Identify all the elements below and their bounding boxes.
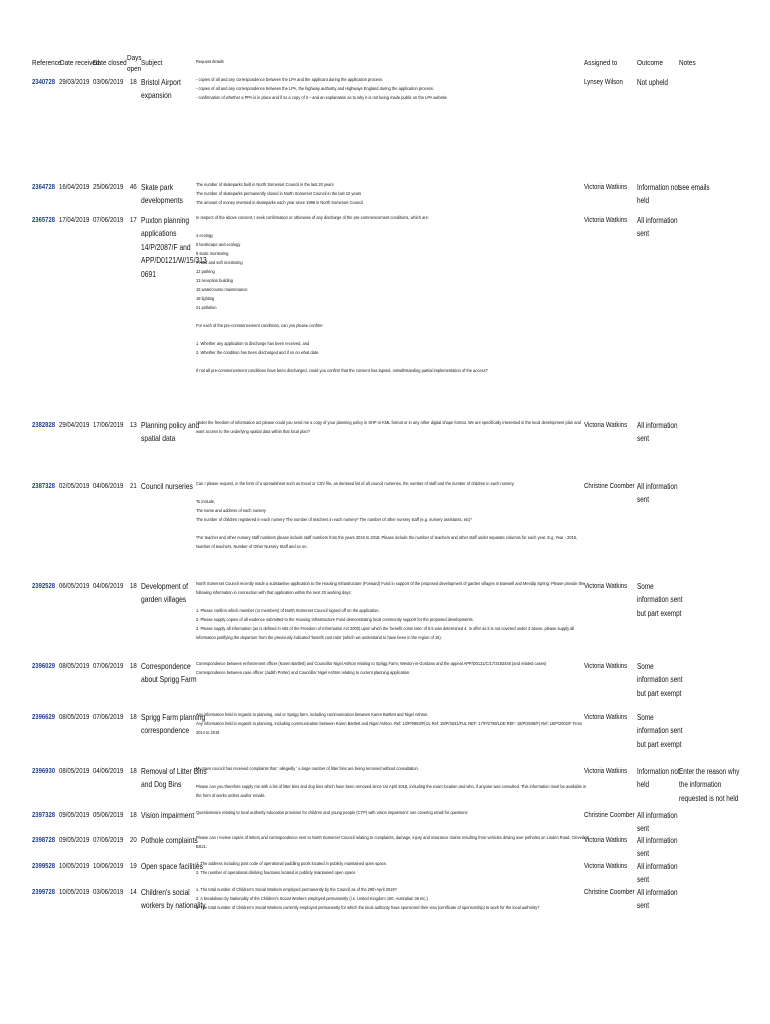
request-details-cell — [196, 580, 590, 643]
subject-cell: Puxton planning applications 14/P/2087/F and APP/D0121/W/15/313 0691 — [141, 216, 207, 279]
request-details-cell — [196, 809, 590, 818]
request-detail-line — [196, 774, 590, 783]
request-detail-line — [196, 358, 590, 367]
reference-cell: 2399728 — [32, 887, 56, 896]
days-open-cell: 18 — [130, 810, 137, 819]
days-open-cell: 46 — [130, 182, 137, 191]
assigned-to-cell: Christine Coomber — [584, 810, 635, 819]
request-detail-line: 2. Please supply copies of all evidence submitted to the Housing Infrastructure Fund demonstrating local community support for the proposed developments. — [196, 618, 474, 623]
header-date-received: Date received — [60, 58, 100, 67]
assigned-to-cell: Lynsey Wilson — [584, 77, 623, 86]
request-details-cell — [196, 76, 590, 103]
assigned-to-cell: Victoria Watkins — [584, 712, 628, 721]
request-detail-line: 1. The address including post code of operational paddling pools located in publicly maintained open space. — [196, 862, 387, 867]
assigned-to-cell: Victoria Watkins — [584, 182, 628, 191]
date-received-cell: 02/05/2019 — [59, 481, 90, 490]
header-subject: Subject — [141, 58, 163, 67]
notes-cell: Enter the reason why the information requested is not held — [679, 767, 740, 803]
date-closed-cell: 03/06/2019 — [93, 77, 124, 86]
outcome-cell: All information sent — [637, 216, 678, 239]
subject-cell: Planning policy and spatial data — [141, 421, 200, 444]
subject-cell: Children's social workers by nationality — [141, 888, 206, 911]
outcome-cell: All information sent — [637, 811, 678, 834]
request-detail-line: Can I please request, in the form of a spreadsheet such as Excel or CSV file, an itemised list of all council nurseries, the number of staff and the number of children in each nursery. — [196, 482, 515, 487]
request-detail-line: 21 pollution — [196, 306, 217, 311]
request-detail-line — [196, 525, 590, 534]
date-closed-cell: 07/06/2019 — [93, 215, 124, 224]
header-days-open: Days open — [127, 53, 142, 73]
request-detail-line: The number of skateparks built in North Somerset Council in the last 20 years — [196, 183, 334, 188]
date-received-cell: 10/05/2019 — [59, 861, 90, 870]
request-detail-line: Correspondence between enforcement officer (Karen Bartlett) and Councillor Nigel Ashton relating to Sprigg Farm, Weston-in-Gordano and the appeal APP/D0121/C/17/3183448 (and related cases) — [196, 662, 547, 667]
request-detail-line: 15 watercourse maintenance — [196, 288, 248, 293]
date-closed-cell: 07/06/2019 — [93, 835, 124, 844]
outcome-cell: All information sent — [637, 421, 678, 444]
date-received-cell: 09/05/2019 — [59, 835, 90, 844]
reference-cell: 2392528 — [32, 581, 56, 590]
request-detail-line: - copies of all and any correspondence between the LPA, the highway authority and Highways England during the application process. — [196, 87, 435, 92]
assigned-to-cell: Victoria Watkins — [584, 861, 628, 870]
request-detail-line — [196, 489, 590, 498]
reference-cell: 2365728 — [32, 215, 56, 224]
date-closed-cell: 03/06/2019 — [93, 887, 124, 896]
date-closed-cell: 04/06/2019 — [93, 581, 124, 590]
subject-cell: Removal of Litter Bins and Dog Bins — [141, 767, 207, 790]
date-received-cell: 29/04/2019 — [59, 420, 90, 429]
request-detail-line: - confirmation of whether a PPA is in place and if so a copy of it – and an explanation as to why it is not being made public on the LPA website — [196, 96, 447, 101]
request-detail-line: Questionnaire relating to local authority education provision for children and young people (CYP) with vision impairment: see covering email for questions — [196, 811, 468, 816]
subject-cell: Development of garden villages — [141, 582, 189, 605]
date-closed-cell: 07/06/2019 — [93, 661, 124, 670]
outcome-cell: Information not held — [637, 183, 680, 206]
request-detail-line: Correspondence between case officer (Judith Porter) and Councillor Nigel Ashton relating to current planning application. — [196, 671, 411, 676]
days-open-cell: 18 — [130, 766, 137, 775]
date-received-cell: 10/05/2019 — [59, 887, 90, 896]
request-detail-line: - copies of all and any correspondence between the LPA and the applicant during the application process. — [196, 78, 384, 83]
request-detail-line: Please can I review copies of letters and correspondence sent to North Somerset Council relating to complaints, damage, injury and insurance claims resulting from vehicles driving over potholes on Linden Road, Clevedon BS21. — [196, 836, 589, 850]
request-detail-line — [196, 313, 590, 322]
request-detail-line — [196, 598, 590, 607]
date-received-cell: 08/05/2019 — [59, 766, 90, 775]
assigned-to-cell: Victoria Watkins — [584, 215, 628, 224]
date-closed-cell: 17/06/2019 — [93, 420, 124, 429]
date-closed-cell: 05/06/2019 — [93, 810, 124, 819]
request-detail-line: 6 static monitoring — [196, 252, 229, 257]
outcome-cell: All information sent — [637, 482, 678, 505]
request-detail-line: *For teacher and other nursery staff numbers please include staff numbers from the years 2015 to 2018. Please include the number of teachers and other staff under separate columns for each year. E.g. Year - 2015, Number of teachers, Number of Other Nursery Staff and so on. — [196, 536, 578, 550]
date-closed-cell: 07/06/2019 — [93, 712, 124, 721]
request-detail-line: 3. Please supply all information (as is defined in s84 of the Freedom of Information Act 2000) upon which the 'benefit costs ratio' of 5.5 was determined 4. In offer as it is not covered under 3 above, please supply all information justifying the departure from the previously indicated 'benefit cost ratio' (which we understand to have been in the region of 15). — [196, 627, 575, 641]
days-open-cell: 18 — [130, 77, 137, 86]
header-date-closed: Date closed — [93, 58, 127, 67]
subject-cell: Bristol Airport expansion — [141, 78, 181, 101]
request-detail-line: For each of the pre-commencement conditions, can you please confirm: — [196, 324, 324, 329]
reference-cell: 2396930 — [32, 766, 56, 775]
subject-cell: Correspondence about Sprigg Farm — [141, 662, 197, 685]
subject-cell: Skate park developments — [141, 183, 183, 206]
request-detail-line: The amount of money invested in skateparks each year since 1998 in North Somerset Council — [196, 201, 363, 206]
request-details-cell — [196, 480, 590, 552]
days-open-cell: 18 — [130, 712, 137, 721]
request-details-cell — [196, 181, 590, 208]
header-notes: Notes — [679, 58, 696, 67]
days-open-cell: 18 — [130, 661, 137, 670]
request-detail-line: 1. The total number of Children's Social Workers employed permanently by the Council as of the 29th April 2019? — [196, 888, 397, 893]
request-detail-line: Under the freedom of information act please could you send me a copy of your planning policy in SHP or KML format or in any other digital shape format. We are specifically interested in the local development plan and want access to the underlying spatial data within that local plan? — [196, 421, 581, 435]
request-detail-line: The number of skateparks permanently closed in North Somerset Council in the last 10 years — [196, 192, 362, 197]
assigned-to-cell: Christine Coomber — [584, 887, 635, 896]
request-detail-line: 2. The number of operational drinking fountains located in publicly maintained open space — [196, 871, 356, 876]
request-details-cell — [196, 660, 590, 678]
days-open-cell: 18 — [130, 581, 137, 590]
reference-cell: 2382828 — [32, 420, 56, 429]
date-closed-cell: 25/06/2019 — [93, 182, 124, 191]
days-open-cell: 21 — [130, 481, 137, 490]
request-details-cell — [196, 886, 590, 913]
header-assigned-to: Assigned to — [584, 58, 618, 67]
request-details-cell — [196, 711, 590, 738]
reference-cell: 2396029 — [32, 661, 56, 670]
request-detail-line: 4 ecology — [196, 234, 214, 239]
assigned-to-cell: Christine Coomber — [584, 481, 635, 490]
request-detail-line: 7 hard and soft monitoring — [196, 261, 243, 266]
notes-cell: see emails — [679, 183, 710, 192]
subject-cell: Vision impairment — [141, 811, 195, 820]
outcome-cell: All information sent — [637, 888, 678, 911]
assigned-to-cell: Victoria Watkins — [584, 835, 628, 844]
date-closed-cell: 04/06/2019 — [93, 481, 124, 490]
reference-cell: 2387328 — [32, 481, 56, 490]
reference-cell: 2340728 — [32, 77, 56, 86]
request-detail-line — [196, 223, 590, 232]
outcome-cell: Information not held — [637, 767, 680, 790]
request-detail-line: In respect of the above consent, I seek confirmation or otherwise of any discharge of the pre-commencement conditions, which are: — [196, 216, 429, 221]
request-detail-line: To include, — [196, 500, 216, 505]
request-details-cell — [196, 419, 590, 437]
request-detail-line: 2. A breakdown by Nationality of the Children's Social Workers employed permanently (i.e. United Kingdom 100, Australian 36 etc.) — [196, 897, 428, 902]
request-detail-line: My town council has received complaints that ' allegedly ' a large number of litter bins are being removed without consultation. — [196, 767, 419, 772]
days-open-cell: 17 — [130, 215, 137, 224]
request-details-cell — [196, 765, 590, 801]
date-received-cell: 17/04/2019 — [59, 215, 90, 224]
header-request-details: Request details — [196, 60, 224, 65]
request-detail-line: 5 landscape and ecology — [196, 243, 241, 248]
header-reference: Reference — [32, 58, 62, 67]
reference-cell: 2399528 — [32, 861, 56, 870]
request-details-cell — [196, 834, 590, 852]
subject-cell: Sprigg Farm planning correspondence — [141, 713, 206, 736]
outcome-cell: Not upheld — [637, 78, 668, 87]
subject-cell: Council nurseries — [141, 482, 193, 491]
outcome-cell: All information sent — [637, 836, 678, 859]
assigned-to-cell: Victoria Watkins — [584, 661, 628, 670]
date-closed-cell: 04/06/2019 — [93, 766, 124, 775]
outcome-cell: Some information sent but part exempt — [637, 582, 683, 618]
request-detail-line: If not all pre-commencement conditions have been discharged, could you confirm that the consent has lapsed, notwithstanding partial implementation of the access? — [196, 369, 488, 374]
date-received-cell: 09/05/2019 — [59, 810, 90, 819]
request-detail-line: 12 parking — [196, 270, 215, 275]
reference-cell: 2397328 — [32, 810, 56, 819]
request-detail-line: North Somerset Council recently made a substantive application to the Housing Infrastructure (Forward) Fund in support of the proposed development of garden villages in Banwell and Mendip Spring. Please provide the following information in connection with that application within the next 20 working days: — [196, 582, 585, 596]
subject-cell: Open space facilities — [141, 862, 203, 871]
request-detail-line: Any information held in regards to planning, including communication between Karen Bartlett and Nigel Ashton. Ref: 13/P/0883/F(UL Ref: 18/P/3631/FUL REF: 17/P/2759/LDE REF: 18/P/2938/F) Ref: 18/P/2002/F From 2014 to 2019 — [196, 722, 583, 736]
request-detail-line: The number of children registered in each nursery The number of teachers in each nursery* The number of other nursery staff (e.g. nursery assistants, etc)* — [196, 518, 472, 523]
request-details-cell — [196, 860, 590, 878]
date-received-cell: 06/05/2019 — [59, 581, 90, 590]
days-open-cell: 20 — [130, 835, 137, 844]
header-outcome: Outcome — [637, 58, 663, 67]
assigned-to-cell: Victoria Watkins — [584, 420, 628, 429]
request-detail-line: 3. The total number of Children's Social Workers currently employed permanently for which the local authority have sponsored their visa (certificate of sponsorship) to work for the local authority? — [196, 906, 540, 911]
reference-cell: 2398728 — [32, 835, 56, 844]
reference-cell: 2364728 — [32, 182, 56, 191]
assigned-to-cell: Victoria Watkins — [584, 766, 628, 775]
reference-cell: 2396629 — [32, 712, 56, 721]
days-open-cell: 19 — [130, 861, 137, 870]
assigned-to-cell: Victoria Watkins — [584, 581, 628, 590]
date-received-cell: 29/03/2019 — [59, 77, 90, 86]
request-detail-line — [196, 331, 590, 340]
outcome-cell: Some information sent but part exempt — [637, 713, 683, 749]
request-detail-line: Any information held in regards to planning, and or Sprigg farm, including communication between Karen Bartlett and Nigel Ashton. — [196, 713, 429, 718]
days-open-cell: 14 — [130, 887, 137, 896]
subject-cell: Pothole complaints — [141, 836, 198, 845]
request-detail-line: 13 reception building — [196, 279, 234, 284]
request-detail-line: Please can you therefore supply me with a list of litter bins and dog bins which have been removed since 1st April 2018, including the exact location and who, if anyone was consulted. This information must be available in the form of works orders and/or emails. — [196, 785, 587, 799]
date-closed-cell: 10/06/2019 — [93, 861, 124, 870]
date-received-cell: 08/05/2019 — [59, 661, 90, 670]
request-detail-line: 1. Whether any application to discharge has been received, and — [196, 342, 310, 347]
date-received-cell: 16/04/2019 — [59, 182, 90, 191]
request-detail-line: The name and address of each nursery — [196, 509, 267, 514]
request-details-cell — [196, 214, 590, 376]
outcome-cell: Some information sent but part exempt — [637, 662, 683, 698]
request-detail-line: 2. Whether the condition has been discharged and if so on what date. — [196, 351, 320, 356]
days-open-cell: 13 — [130, 420, 137, 429]
request-detail-line: 1. Please confirm which member (or members) of North Somerset Council signed off on the application. — [196, 609, 380, 614]
date-received-cell: 08/05/2019 — [59, 712, 90, 721]
outcome-cell: All information sent — [637, 862, 678, 885]
request-detail-line: 18 lighting — [196, 297, 215, 302]
